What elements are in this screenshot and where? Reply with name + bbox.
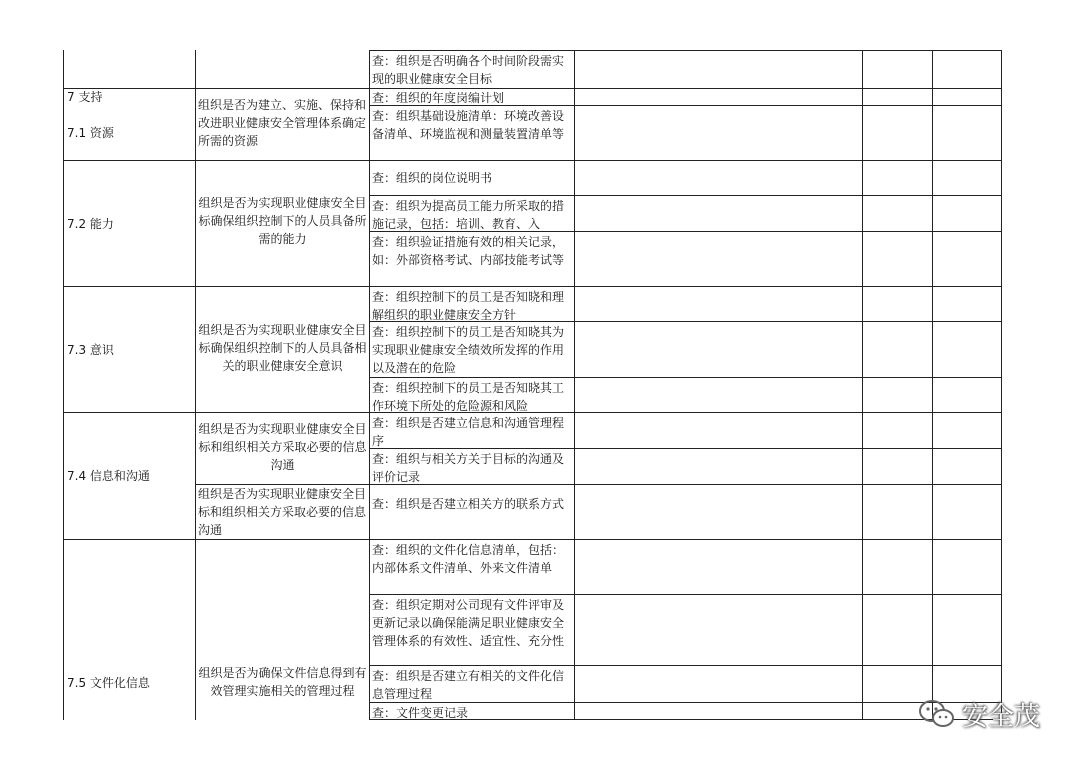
grid-line — [862, 50, 863, 720]
requirement-cell: 组织是否为实现职业健康安全目标和组织相关方采取必要的信息沟通 — [198, 422, 367, 472]
grid-line — [1001, 50, 1002, 720]
grid-line — [369, 719, 1002, 720]
check-cell: 查：文件变更记录 — [372, 706, 469, 719]
requirement-cell: 组织是否为实现职业健康安全目标确保组织控制下的人员具备相关的职业健康安全意识 — [198, 323, 367, 373]
check-cell: 查：组织定期对公司现有文件评审及更新记录以确保能满足职业健康安全管理体系的有效性、适宜性、充分性 — [372, 598, 565, 648]
requirement-cell: 组织是否为建立、实施、保持和改进职业健康安全管理体系确定所需的资源 — [198, 98, 367, 148]
check-cell: 查：组织控制下的员工是否知晓其为实现职业健康安全绩效所发挥的作用以及潜在的危险 — [372, 325, 565, 375]
grid-line — [369, 160, 1002, 161]
check-cell: 查：组织控制下的员工是否知晓其工作环境下所处的危险源和风险 — [372, 381, 565, 412]
check-cell: 查：组织与相关方关于目标的沟通及评价记录 — [372, 452, 565, 484]
section-label: 7.1 资源 — [67, 126, 114, 140]
grid-line — [63, 539, 369, 540]
watermark — [918, 692, 1040, 736]
requirement-cell: 组织是否为确保文件信息得到有效管理实施相关的管理过程 — [198, 666, 367, 698]
wechat-icon — [918, 698, 956, 730]
section-label: 7.2 能力 — [67, 216, 114, 231]
check-cell: 查：组织的文件化信息清单，包括：内部体系文件清单、外来文件清单 — [372, 543, 565, 575]
check-cell: 查：组织是否建立相关方的联系方式 — [372, 497, 565, 511]
watermark-text: 安全茂 — [962, 701, 1041, 732]
check-cell: 查：组织的岗位说明书 — [372, 171, 493, 185]
grid-line — [574, 50, 575, 720]
section-label: 7.4 信息和沟通 — [67, 469, 150, 483]
check-cell: 查：组织基础设施清单：环境改善设备清单、环境监视和测量装置清单等 — [372, 109, 565, 141]
check-cell: 查：组织控制下的员工是否知晓和理解组织的职业健康安全方针 — [372, 290, 565, 321]
requirement-cell: 组织是否为实现职业健康安全目标确保组织控制下的人员具备所需的能力 — [198, 196, 367, 246]
requirement-cell: 组织是否为实现职业健康安全目标和组织相关方采取必要的信息沟通 — [198, 487, 367, 537]
check-cell: 查：组织是否建立信息和沟通管理程序 — [372, 416, 565, 448]
grid-line — [369, 484, 1002, 485]
section-label: 7.5 文件化信息 — [67, 676, 150, 690]
check-cell: 查：组织验证措施有效的相关记录，如：外部资格考试、内部技能考试等 — [372, 235, 565, 267]
check-cell: 查：组织为提高员工能力所采取的措施记录，包括：培训、教育、入 — [372, 199, 565, 231]
section-label: 7 支持 — [67, 90, 103, 104]
check-cell: 查：组织是否建立有相关的文件化信息管理过程 — [372, 669, 565, 701]
check-cell: 查：组织的年度岗编计划 — [372, 91, 505, 105]
section-label: 7.3 意识 — [67, 342, 114, 357]
grid-line — [932, 50, 933, 720]
check-cell: 查：组织是否明确各个时间阶段需实现的职业健康安全目标 — [372, 54, 565, 86]
